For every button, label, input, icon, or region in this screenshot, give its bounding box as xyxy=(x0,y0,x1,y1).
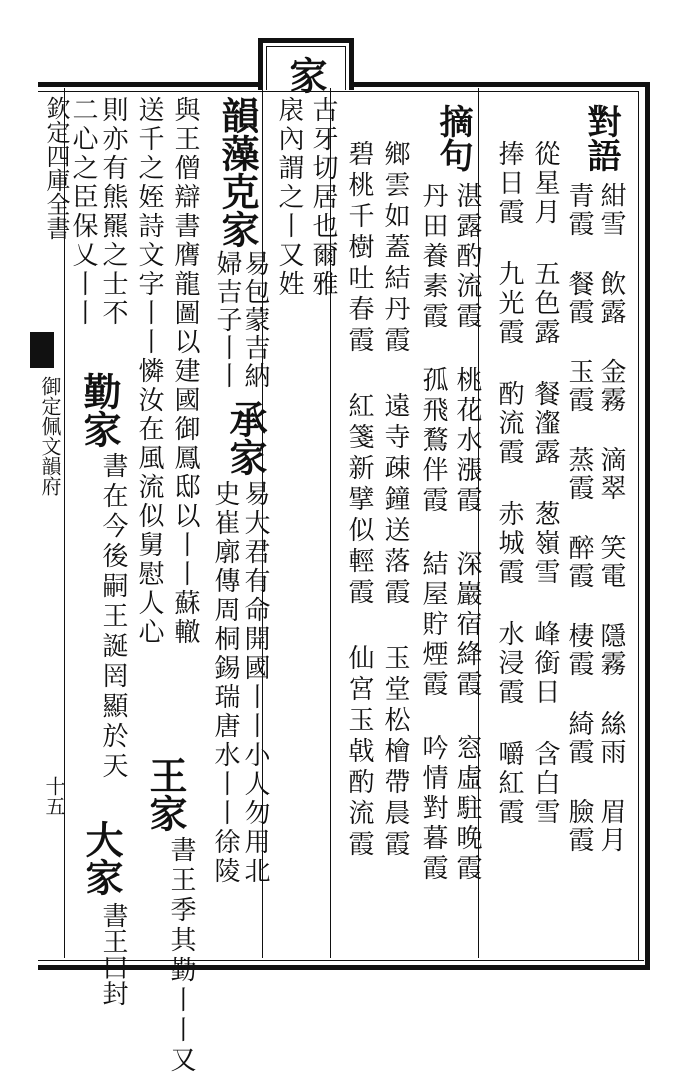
zhaiju-line: 鄉雲如蓋結丹霞 遠寺疎鐘送落霞 玉堂松檜帶晨霞 xyxy=(380,140,410,861)
zhaiju-line: 碧桃千樹吐春霞 紅箋新擘似輕霞 仙宮玉㦸酌流霞 xyxy=(344,140,374,861)
annotation-line: 送千之姪詩文字丨丨憐汝在風流似舅慰人心 xyxy=(134,96,164,647)
entry-heading: 王家 xyxy=(143,756,188,832)
rhyme-character: 家 xyxy=(283,56,328,94)
annotation-line: 則亦有熊羆之士不 xyxy=(98,96,128,328)
page-number: 十五 xyxy=(42,776,66,816)
book-title: 欽定四庫全書 xyxy=(42,96,70,240)
entry-heading: 承家 xyxy=(223,400,268,476)
frame-inner-bottom xyxy=(38,960,644,961)
annotation-line: 書王曰封 xyxy=(98,902,128,1006)
duiyu-line: 捧日霞 九光霞 酌流霞 赤城霞 水浸霞 嚼紅霞 xyxy=(494,140,524,827)
duiyu-line: 青霞 餐霞 玉霞 蒸霞 醉霞 棲霞 綺霞 臉霞 xyxy=(564,182,594,854)
zhaiju-line: 湛露酌流霞 桃花水漲霞 深巖宿絳霞 窓虛駐晚霞 xyxy=(452,182,482,884)
annotation-line: 易包蒙吉納 xyxy=(240,250,270,390)
annotation-line: 書在今後嗣王誕罔顯於天 xyxy=(98,452,128,782)
annotation-line: 與王僧辯書膺龍圖以建國御鳳邸以丨丨蘇轍 xyxy=(170,96,200,647)
margin-divider xyxy=(64,88,65,958)
fish-tail-mark xyxy=(30,332,54,368)
annotation-line: 易大君有命開國丨丨小人勿用北 xyxy=(240,480,270,886)
heading-duiyu: 對語 xyxy=(581,104,621,172)
annotation-line: 書王季其勤丨丨又 xyxy=(166,836,196,1076)
entry-annotation: 古牙切居也爾雅 xyxy=(308,96,338,299)
annotation-line: 史崔廓傳周桐錫瑞唐水丨丨徐陵 xyxy=(210,480,240,886)
duiyu-line: 紺雪 飲露 金霧 滴翠 笑電 隱霧 絲雨 眉月 xyxy=(596,182,626,854)
zhaiju-line: 丹田養素霞 孤飛鶩伴霞 結屋貯煙霞 吟情對暮霞 xyxy=(418,182,448,884)
annotation-line: 婦吉子丨丨 xyxy=(212,250,242,390)
annotation-line: 二心之臣保乂丨丨 xyxy=(68,96,98,328)
heading-yunzao: 韻藻克家 xyxy=(215,96,260,248)
entry-annotation: 扆內謂之丨又姓 xyxy=(274,96,304,299)
entry-heading: 大家 xyxy=(79,820,124,896)
duiyu-line: 從星月 五色露 餐瀣露 葱嶺雪 峰銜日 含白雪 xyxy=(530,140,560,827)
section-title: 御定佩文韻府 xyxy=(38,376,62,496)
entry-heading: 勤家 xyxy=(77,372,122,448)
heading-zhaiju: 摘句 xyxy=(433,104,473,172)
